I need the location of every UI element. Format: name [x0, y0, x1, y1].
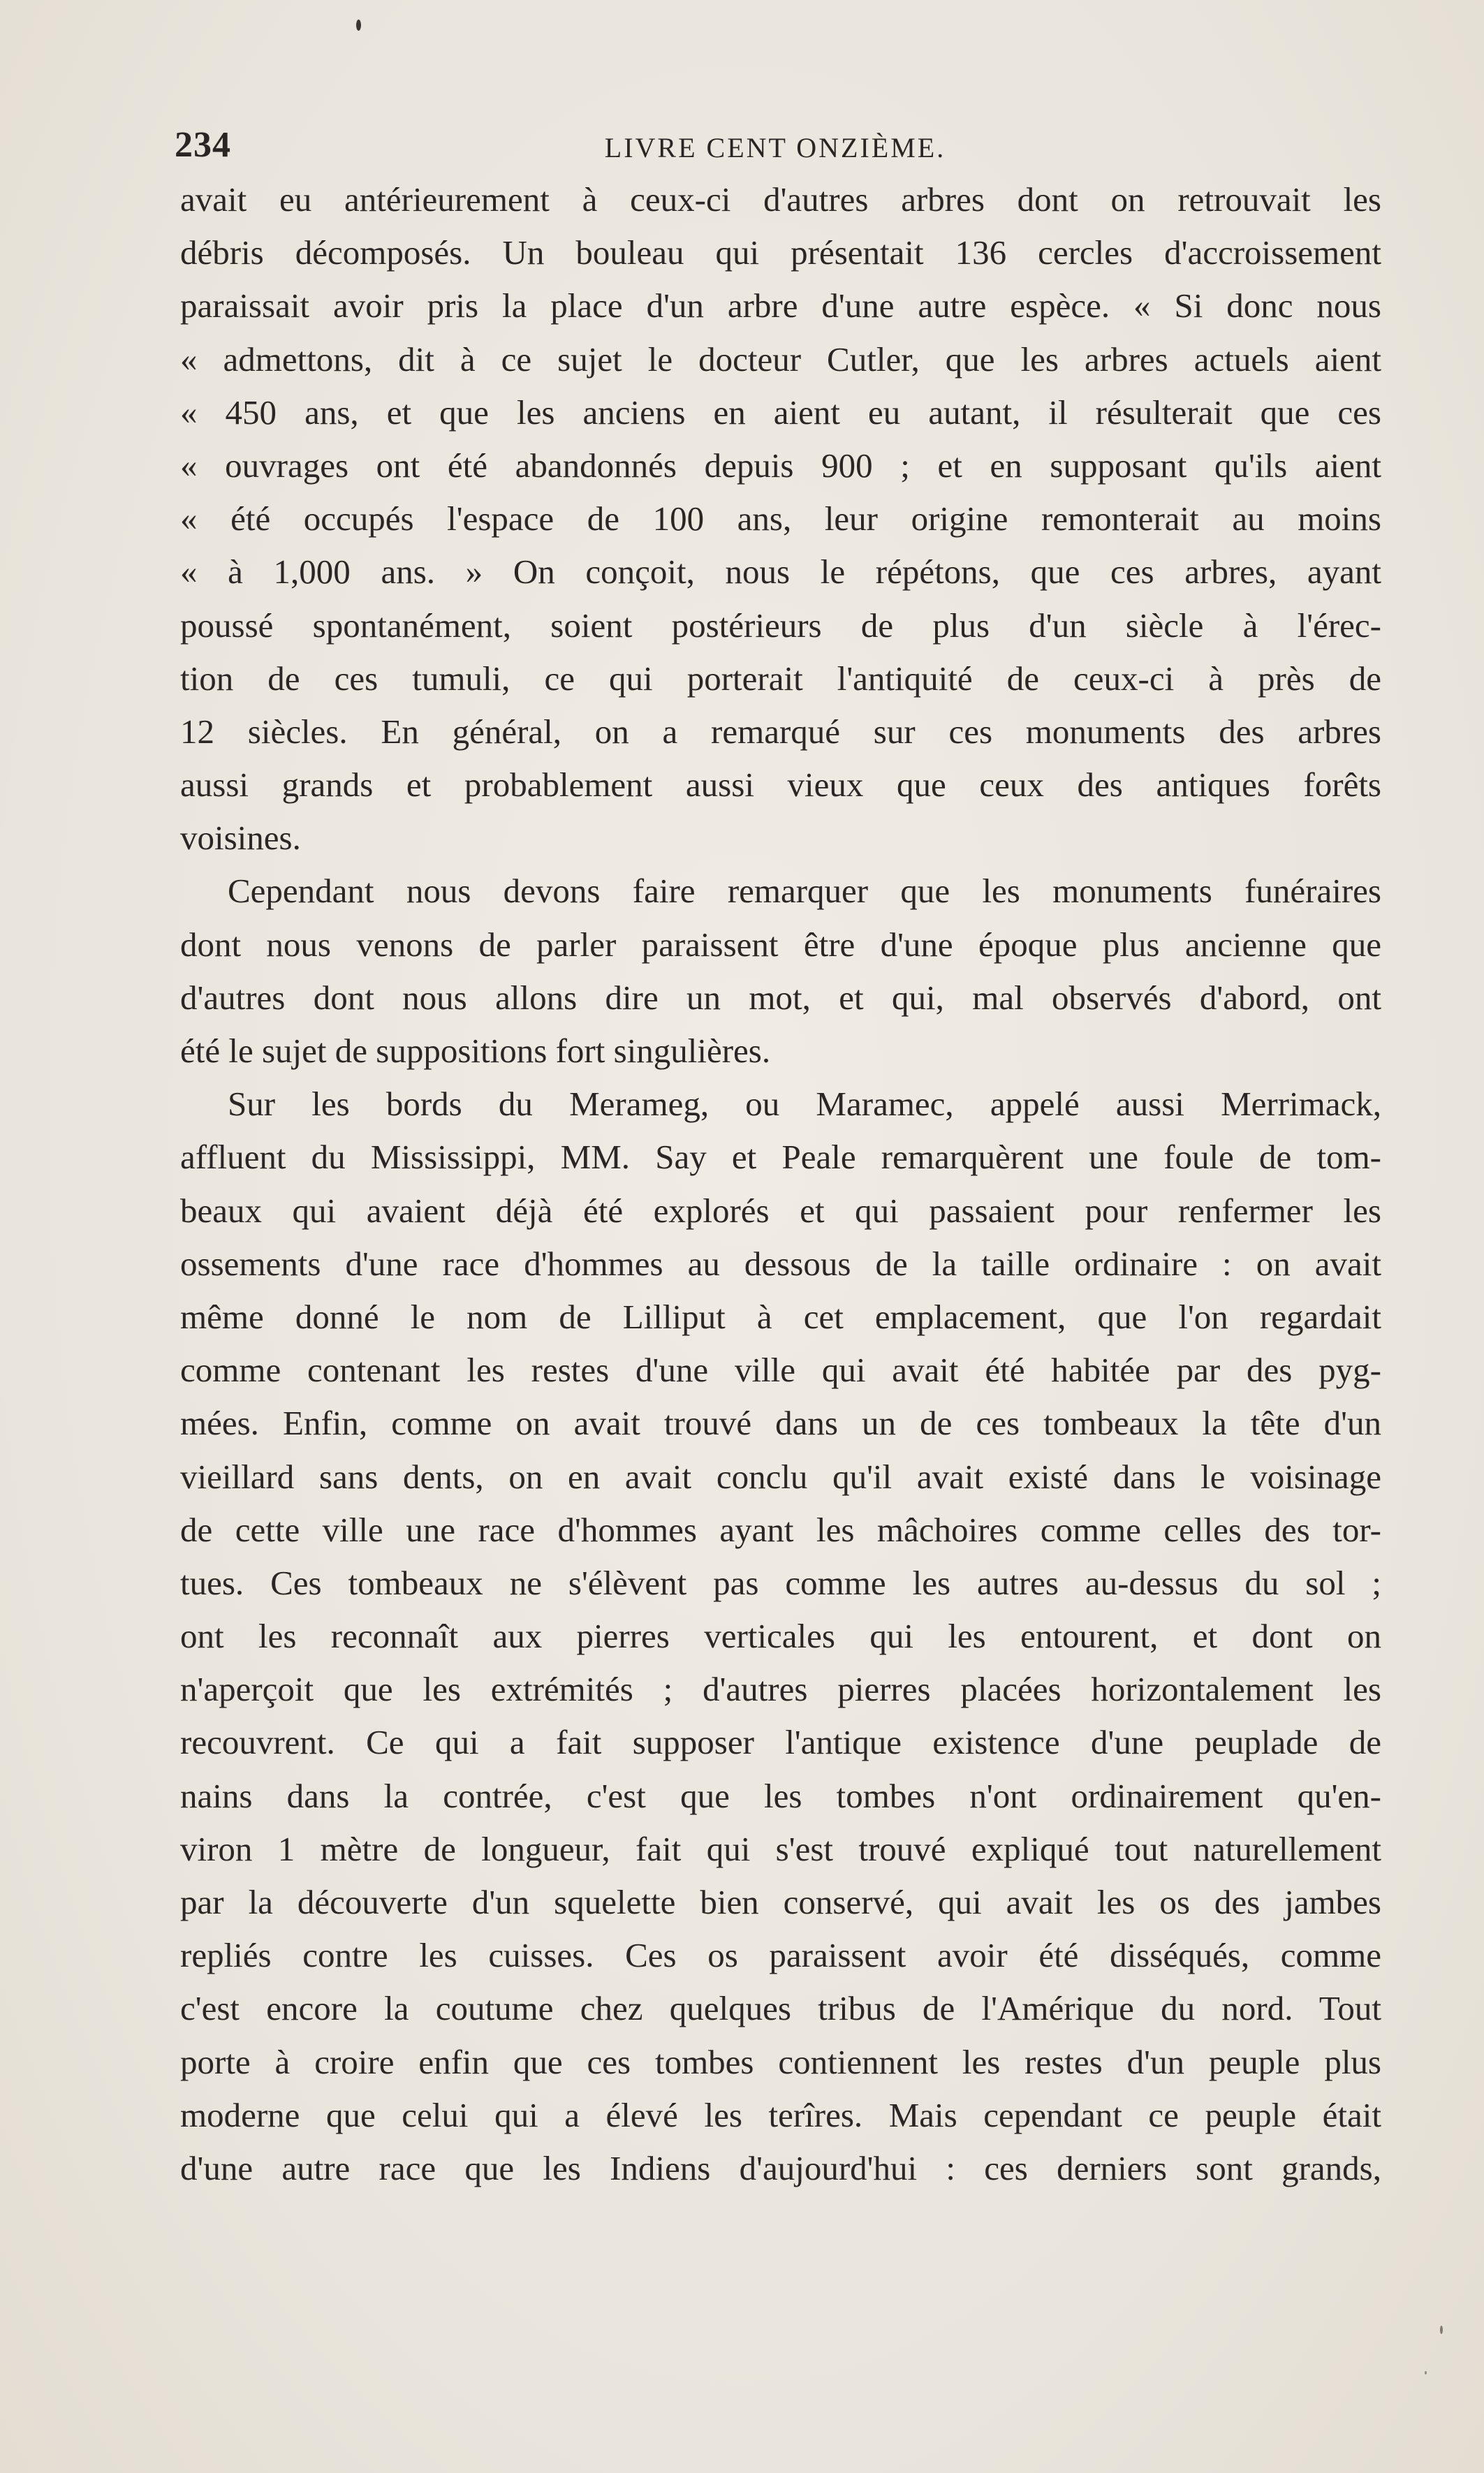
text-line: « 450 ans, et que les anciens en aient eu autant, il résulterait que ces [180, 392, 1381, 432]
text-line: « admettons, dit à ce sujet le docteur Cutler, que les arbres actuels aient [180, 339, 1381, 379]
text-line: c'est encore la coutume chez quelques tribus de l'Amérique du nord. Tout [180, 1989, 1381, 2028]
text-line: nains dans la contrée, c'est que les tombes n'ont ordinairement qu'en- [180, 1776, 1381, 1815]
text-line: voisines. [180, 819, 301, 858]
text-line: porte à croire enfin que ces tombes contiennent les restes d'un peuple plus [180, 2042, 1381, 2081]
page-number: 234 [175, 125, 231, 165]
text-line: tues. Ces tombeaux ne s'élèvent pas comme les autres au-dessus du sol ; [180, 1563, 1381, 1602]
running-title: LIVRE CENT ONZIÈME. [604, 132, 946, 163]
text-line: viron 1 mètre de longueur, fait qui s'est trouvé expliqué tout naturellement [180, 1829, 1381, 1868]
text-line: affluent du Mississippi, MM. Say et Peale remarquèrent une foule de tom- [180, 1138, 1381, 1177]
ink-speck [1425, 2371, 1427, 2375]
text-line: beaux qui avaient déjà été explorés et qui passaient pour renfermer les [180, 1191, 1381, 1230]
text-line: Cependant nous devons faire remarquer que les monuments funéraires [228, 872, 1381, 911]
text-line: été le sujet de suppositions fort singulières. [180, 1032, 771, 1070]
text-line: repliés contre les cuisses. Ces os paraissent avoir été disséqués, comme [180, 1936, 1381, 1975]
text-line: « ouvrages ont été abandonnés depuis 900 ; et en supposant qu'ils aient [180, 446, 1381, 485]
text-line: 12 siècles. En général, on a remarqué sur ces monuments des arbres [180, 712, 1381, 751]
text-line: par la découverte d'un squelette bien conservé, qui avait les os des jambes [180, 1883, 1381, 1921]
text-line: poussé spontanément, soient postérieurs de plus d'un siècle à l'érec- [180, 606, 1381, 645]
body-text [180, 173, 1381, 2195]
text-line: n'aperçoit que les extrémités ; d'autres pierres placées horizontalement les [180, 1670, 1381, 1709]
text-line: recouvrent. Ce qui a fait supposer l'antique existence d'une peuplade de [180, 1723, 1381, 1762]
text-line: de cette ville une race d'hommes ayant les mâchoires comme celles des tor- [180, 1510, 1381, 1549]
text-line: Sur les bords du Merameg, ou Maramec, appelé aussi Merrimack, [228, 1085, 1381, 1124]
text-line: comme contenant les restes d'une ville qui avait été habitée par des pyg- [180, 1351, 1381, 1390]
text-line: aussi grands et probablement aussi vieux que ceux des antiques forêts [180, 765, 1381, 805]
text-line: vieillard sans dents, on en avait conclu qu'il avait existé dans le voisinage [180, 1457, 1381, 1496]
text-line: « à 1,000 ans. » On conçoit, nous le répétons, que ces arbres, ayant [180, 552, 1381, 592]
text-line: moderne que celui qui a élevé les terîres. Mais cependant ce peuple était [180, 2095, 1381, 2134]
text-line: débris décomposés. Un bouleau qui présentait 136 cercles d'accroissement [180, 233, 1381, 272]
text-line: d'autres dont nous allons dire un mot, et qui, mal observés d'abord, ont [180, 978, 1381, 1017]
text-line: « été occupés l'espace de 100 ans, leur origine remonterait au moins [180, 499, 1381, 538]
text-line: même donné le nom de Lilliput à cet emplacement, que l'on regardait [180, 1297, 1381, 1336]
page-header [175, 124, 1376, 180]
text-line: d'une autre race que les Indiens d'aujourd'hui : ces derniers sont grands, [180, 2148, 1381, 2187]
text-line: avait eu antérieurement à ceux-ci d'autres arbres dont on retrouvait les [180, 180, 1381, 219]
text-line: mées. Enfin, comme on avait trouvé dans un de ces tombeaux la tête d'un [180, 1404, 1381, 1443]
text-line: paraissait avoir pris la place d'un arbre d'une autre espèce. « Si donc nous [180, 286, 1381, 325]
text-line: tion de ces tumuli, ce qui porterait l'antiquité de ceux-ci à près de [180, 659, 1381, 698]
text-line: dont nous venons de parler paraissent être d'une époque plus ancienne que [180, 925, 1381, 964]
text-line: ossements d'une race d'hommes au dessous de la taille ordinaire : on avait [180, 1244, 1381, 1283]
ink-speck [356, 20, 361, 31]
ink-speck [1440, 2326, 1443, 2334]
text-line: ont les reconnaît aux pierres verticales qui les entourent, et dont on [180, 1617, 1381, 1656]
